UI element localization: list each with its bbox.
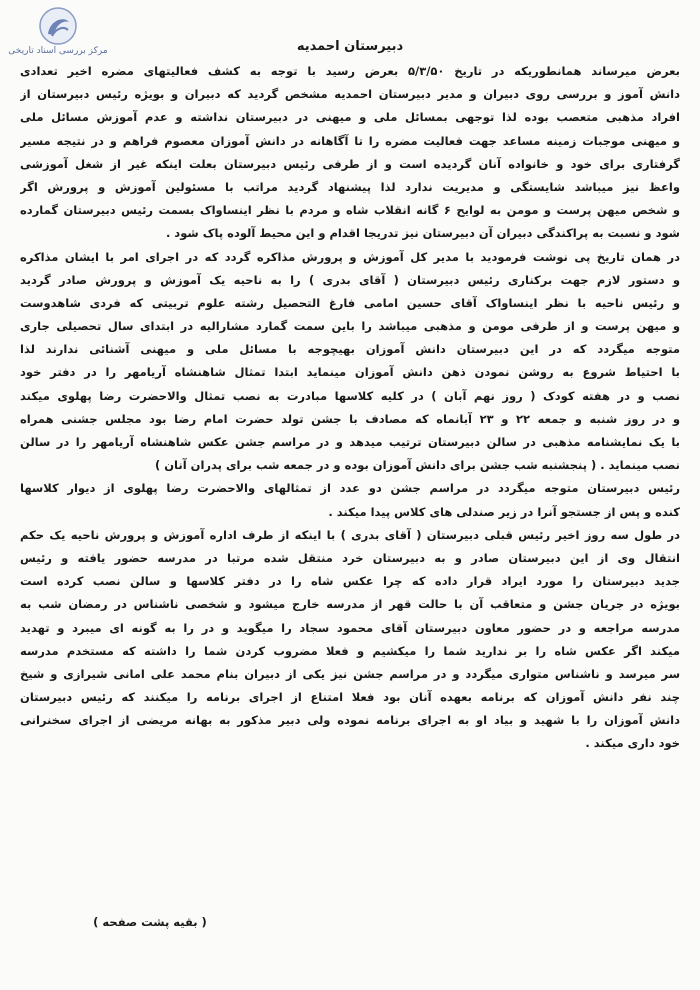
text-line: نصب و در هفته کودک ( روز نهم آبان ) در کلیه کلاسها مبادرت به نصب تمثال والاحضرت رضا پهلوی میکند	[20, 388, 680, 403]
document-title: دبیرستان احمدیه	[296, 39, 404, 54]
text-line: سر میرسد و ناشناس متواری میگردد و در مراسم جشن نیز یکی از دبیران بنام محمد علی امانی شیرازی و شیخ	[20, 666, 680, 681]
text-line: متوجه میگردد که در این دبیرستان دانش آموزان بهیچوجه با مسائل ملی و میهنی آشنائی ندارند لذا	[20, 342, 680, 357]
text-line: و رئیس ناحیه با نظر اینساواک آقای حسین امامی فارغ التحصیل رشته علوم تربیتی که فردی شاهدوست	[20, 295, 680, 310]
document-body	[20, 60, 680, 756]
text-fragment: نصب مینماید .	[600, 458, 680, 473]
text-line: شود و نسبت به پراکندگی دبیران آن دبیرستان نیز تدریجا اقدام و این محیط آلوده پاک شود .	[165, 226, 680, 241]
continued-note: ( بقیه پشت صفحه )	[93, 915, 207, 929]
text-line: با یک نمایشنامه مذهبی در سالن دبیرستان ترتیب میدهد و در مراسم جشن عکس شاهنشاه آریامهر را در سالن	[20, 435, 680, 449]
text-line: بویژه در جریان جشن و متعاقب آن با حالت قهر از مدرسه خارج میشود و شخصی ناشناس در رمضان شب به	[20, 597, 680, 612]
watermark-logo	[8, 6, 108, 64]
archive-logo-icon	[38, 6, 78, 46]
text-line: بعرض میرساند همانطوریکه در تاریخ ۵/۳/۵۰ بعرض رسید با توجه به کشف فعالیتهای مضره اخیر تعدادی	[20, 64, 680, 78]
text-line: با احتیاط شروع به روشن نمودن ذهن دانش آموزان مینماید ابتدا تمثال شاهنشاه آریامهر را در دفتر خود	[20, 365, 680, 380]
text-line: و شخص میهن پرست و مومن به لوایح ۶ گانه انقلاب شاه و مردم با نظر اینساواک بسمت رئیس دبیرستان گمارده	[20, 203, 680, 218]
text-fragment: ( پنجشنبه شب جشن برای دانش آموزان بوده و در جمعه شب برای پدران آنان )	[154, 458, 597, 473]
text-line: و میهن پرست و از طرفی مومن و مذهبی میباشد را باین سمت گمارد مشارالیه در ابتدای سال تحصیلی جاری	[20, 319, 680, 334]
watermark-text: مرکز بررسی اسناد تاریخی	[8, 46, 108, 56]
text-line: چند نفر دانش آموزان که برنامه بعهده آنان بود فعلا امتناع از اجرای برنامه را میکنند که رئیس دبیرستان	[20, 690, 680, 705]
paragraph	[20, 477, 680, 523]
text-line: افراد مذهبی متعصب بوده لذا توجهی بمسائل ملی و میهنی در دبیرستان نداشته و عدم آموزش مسائل ملی	[20, 110, 680, 125]
text-line: خود داری میکند .	[585, 736, 680, 751]
text-line: واعظ نیز میباشد شایستگی و مدیریت ندارد لذا پیشنهاد گردید مراتب با مسئولین آموزش و پرورش اگر	[20, 179, 680, 194]
text-line: و در روز شنبه و جمعه ۲۲ و ۲۳ آبانماه که مصادف با جشن تولد حضرت امام رضا بود مجلس جشنی همراه	[20, 411, 680, 426]
text-line: و میهنی موجبات زمینه مساعد جهت فعالیت مضره را تا آگاهانه در دانش آموزان معصوم فراهم و در نتیجه مسیر	[20, 133, 680, 148]
text-line: در همان تاریخ پی نوشت فرمودید با مدیر کل آموزش و پرورش مذاکره گردد که در اجرای امر با ایشان مذاکره	[20, 249, 680, 264]
text-line: کنده و پس از جستجو آنرا در زیر صندلی های کلاس پیدا میکند .	[328, 504, 680, 519]
text-line: دانش آموز و بررسی روی دبیران و مدیر دبیرستان احمدیه مشخص گردید که دبیران و بویژه رئیس دبیرستان از	[20, 87, 680, 102]
text-line: در طول سه روز اخیر رئیس قبلی دبیرستان ( آقای بدری ) با اینکه از طرف اداره آموزش و پرورش ناحیه یک حکم	[20, 527, 680, 542]
paragraph	[20, 60, 680, 246]
text-line: میکند اگر عکس شاه را بر ندارید شما را میکشیم و فعلا مضروب کردن شما را داشته که مستخدم مدرسه	[20, 643, 680, 658]
text-line: دانش آموزان را با شهید و بیاد او به اجرای برنامه نموده ولی دبیر مذکور به بهانه مریضی از اجرای سخنرانی	[20, 713, 680, 728]
text-line: گرفتاری برای خود و خانواده آنان گردیده است و از طرفی رئیس دبیرستان بعلت اینکه غیر از شغل آموزشی	[20, 156, 680, 171]
text-line: انتقال وی از این دبیرستان صادر و به دبیرستان خرد منتقل شده مرتبا در مدرسه حضور یافته و رئیس	[20, 550, 680, 565]
text-line: و دستور لازم جهت برکناری رئیس دبیرستان ( آقای بدری ) را به ناحیه یک آموزش و پرورش صادر گردید	[20, 272, 680, 287]
text-line	[20, 454, 680, 477]
paragraph	[20, 524, 680, 756]
paragraph	[20, 246, 680, 478]
text-line: مدرسه مراجعه و در حضور معاون دبیرستان آقای محمود سجاد را میگوید و در را به گونه ای میبرد و تهدید	[20, 620, 680, 635]
text-line: جدید دبیرستان را مورد ایراد قرار داده که چرا عکس شاه را در دفتر کلاسها و سالن نصب کرده است	[20, 574, 680, 589]
text-line: رئیس دبیرستان متوجه میگردد در مراسم جشن دو عدد از تمثالهای والاحضرت رضا پهلوی از دیوار کلاسها	[20, 481, 680, 496]
